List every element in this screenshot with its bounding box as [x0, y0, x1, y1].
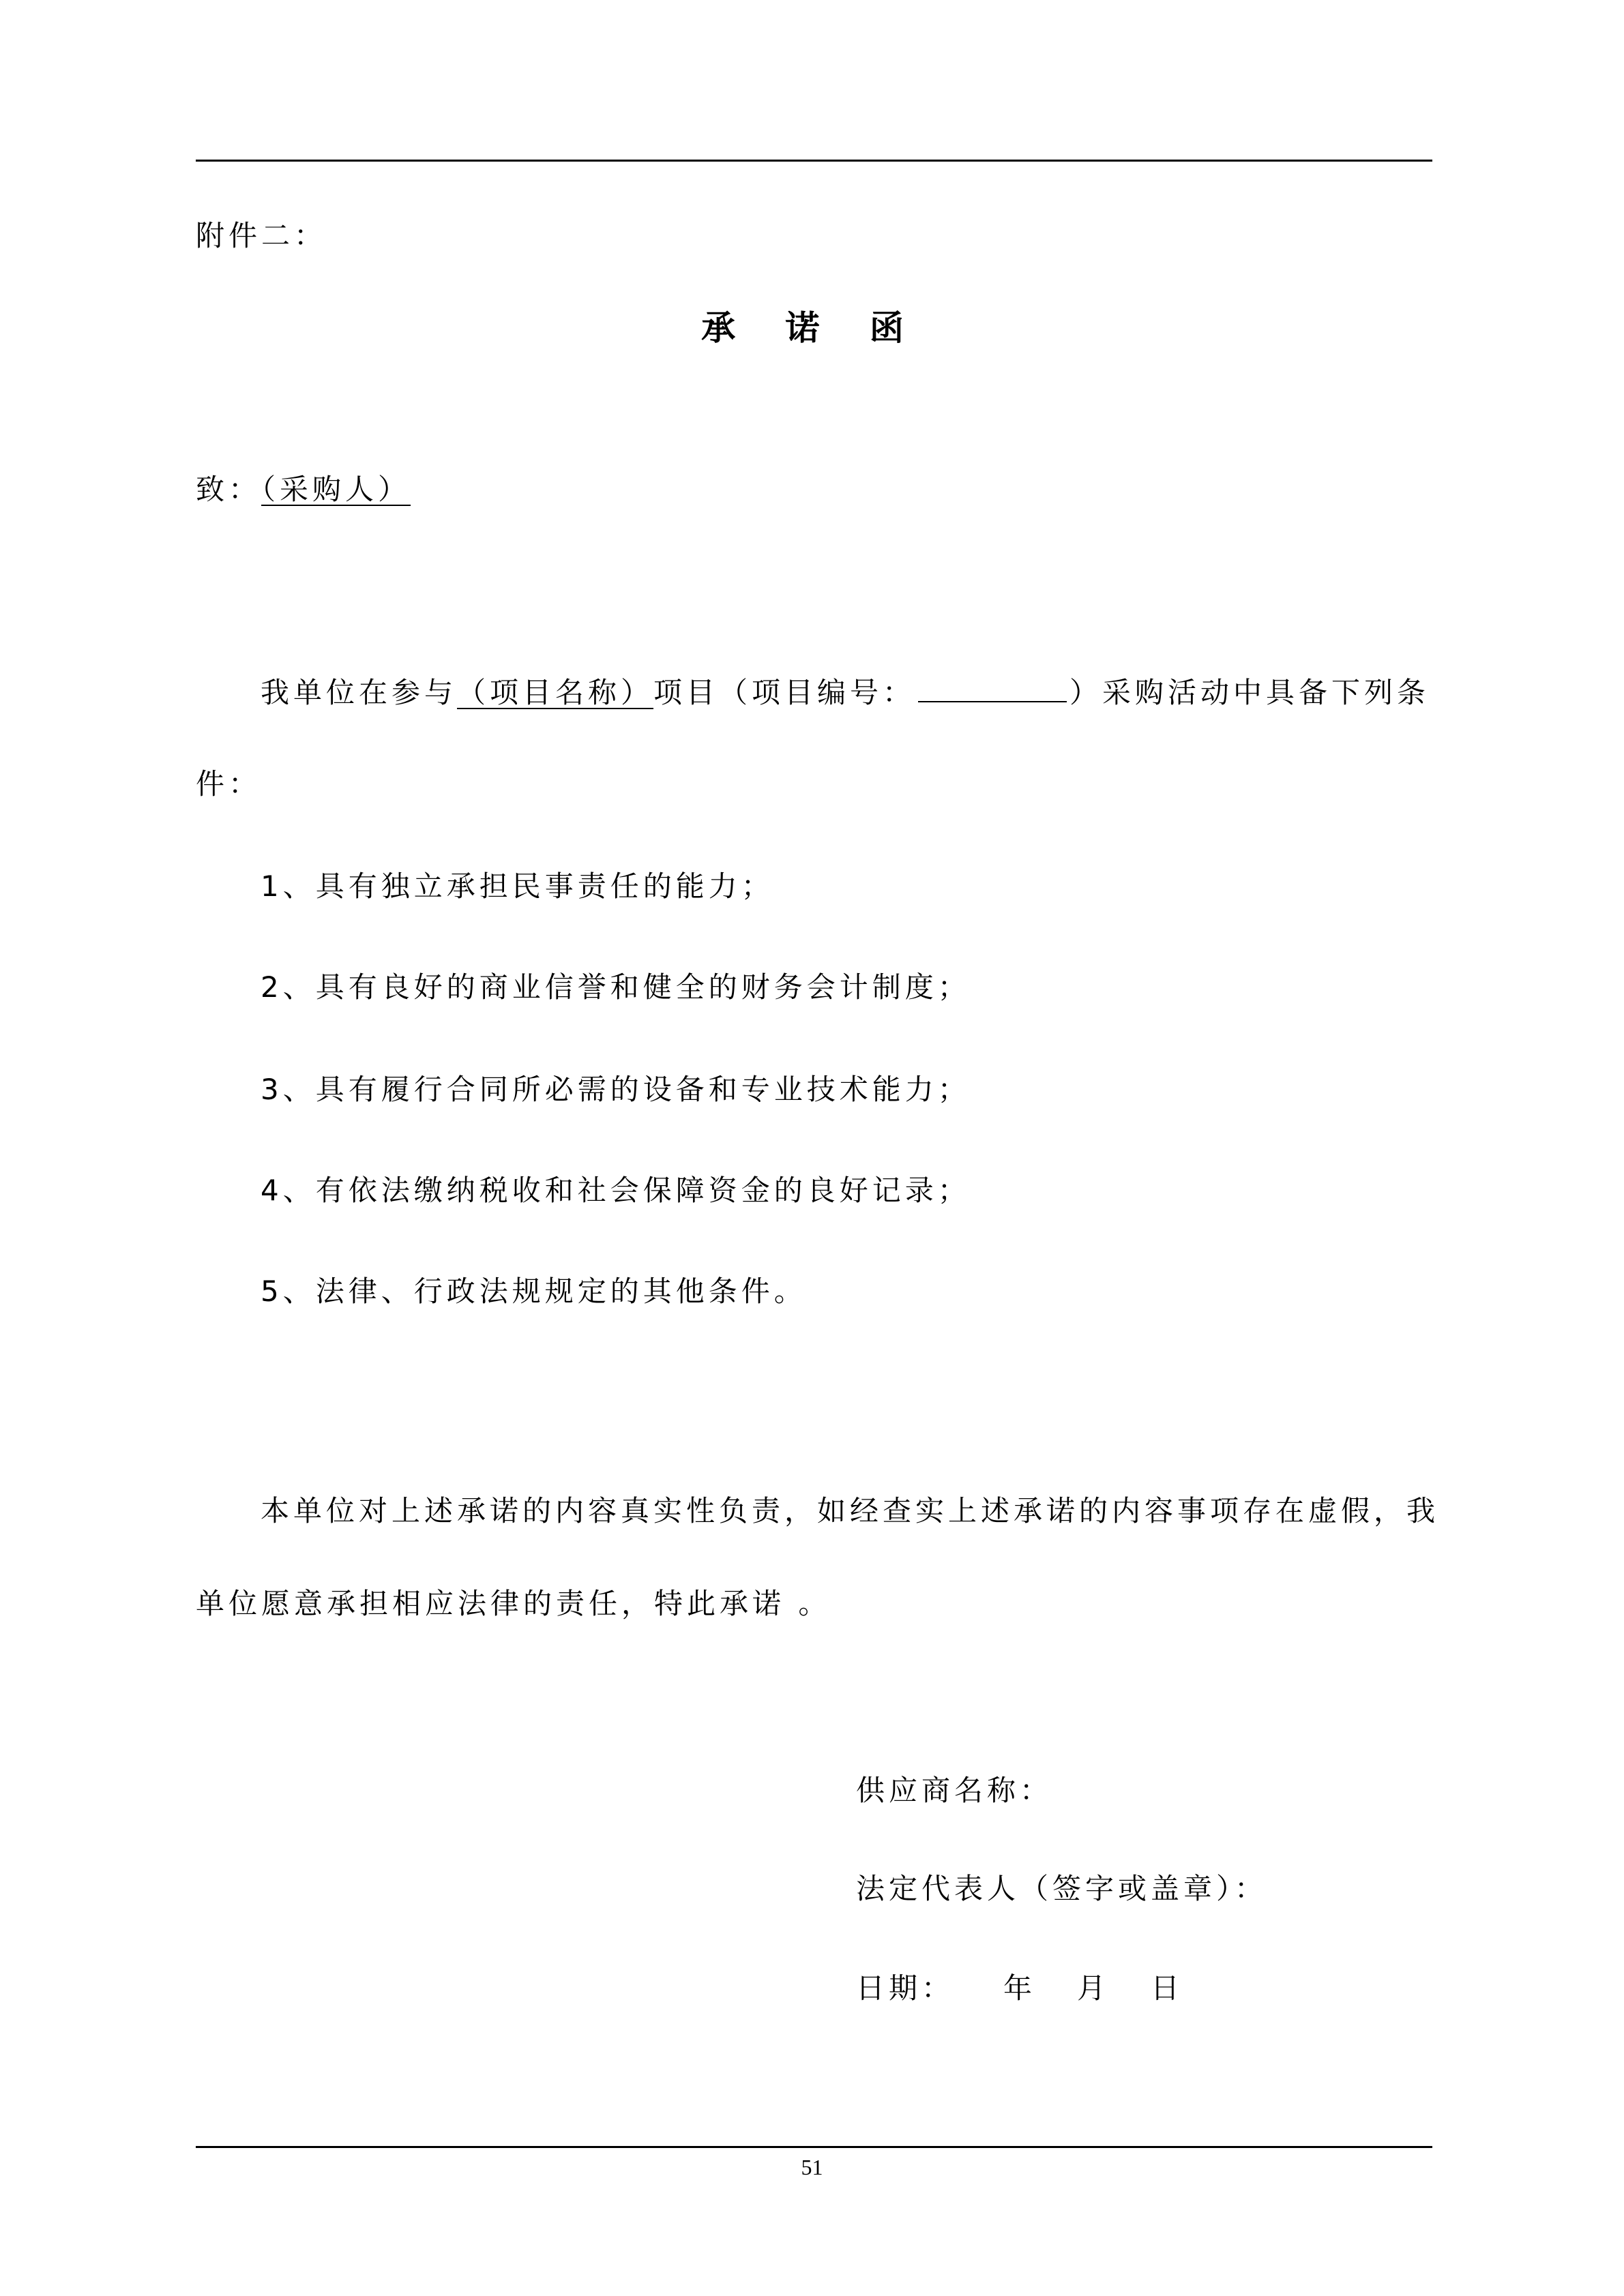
- date-year: 年: [1003, 1971, 1037, 2005]
- footer-rule: [196, 2146, 1432, 2148]
- condition-item: 2、具有良好的商业信誉和健全的财务会计制度；: [261, 970, 971, 1004]
- representative-label: 法定代表人（签字或盖章）：: [856, 1872, 1268, 1905]
- header-rule: [196, 160, 1432, 162]
- project-name: （项目名称）: [457, 676, 654, 709]
- intro-part3: ）采购活动中具备下列条: [1069, 676, 1430, 709]
- declaration-line-2: 单位愿意承担相应法律的责任，特此承诺 。: [196, 1587, 831, 1620]
- page-number: 51: [801, 2155, 823, 2179]
- condition-item: 1、具有独立承担民事责任的能力；: [261, 869, 774, 903]
- attachment-label: 附件二：: [196, 219, 327, 252]
- condition-item: 5、法律、行政法规规定的其他条件。: [261, 1274, 807, 1308]
- intro-part1: 我单位在参与: [261, 676, 458, 709]
- recipient-prefix: 致：: [196, 473, 262, 506]
- project-number-blank: [918, 674, 1067, 702]
- date-line: [856, 1968, 1183, 2009]
- date-label: 日期：: [856, 1971, 955, 2005]
- intro-part2: 项目（项目编号：: [653, 676, 916, 709]
- intro-continuation: 件：: [196, 767, 262, 801]
- document-title: 承 诺 函: [701, 308, 923, 348]
- intro-line: [261, 672, 1430, 713]
- recipient-line: [196, 469, 411, 510]
- condition-item: 3、具有履行合同所必需的设备和专业技术能力；: [261, 1073, 971, 1106]
- condition-item: 4、有依法缴纳税收和社会保障资金的良好记录；: [261, 1174, 971, 1207]
- declaration-line-1: 本单位对上述承诺的内容真实性负责，如经查实上述承诺的内容事项存在虚假，我: [261, 1494, 1440, 1527]
- date-month: 月: [1077, 1971, 1110, 2005]
- supplier-name-label: 供应商名称：: [856, 1774, 1053, 1807]
- date-day: 日: [1151, 1971, 1184, 2005]
- recipient-name: （采购人）: [261, 473, 411, 506]
